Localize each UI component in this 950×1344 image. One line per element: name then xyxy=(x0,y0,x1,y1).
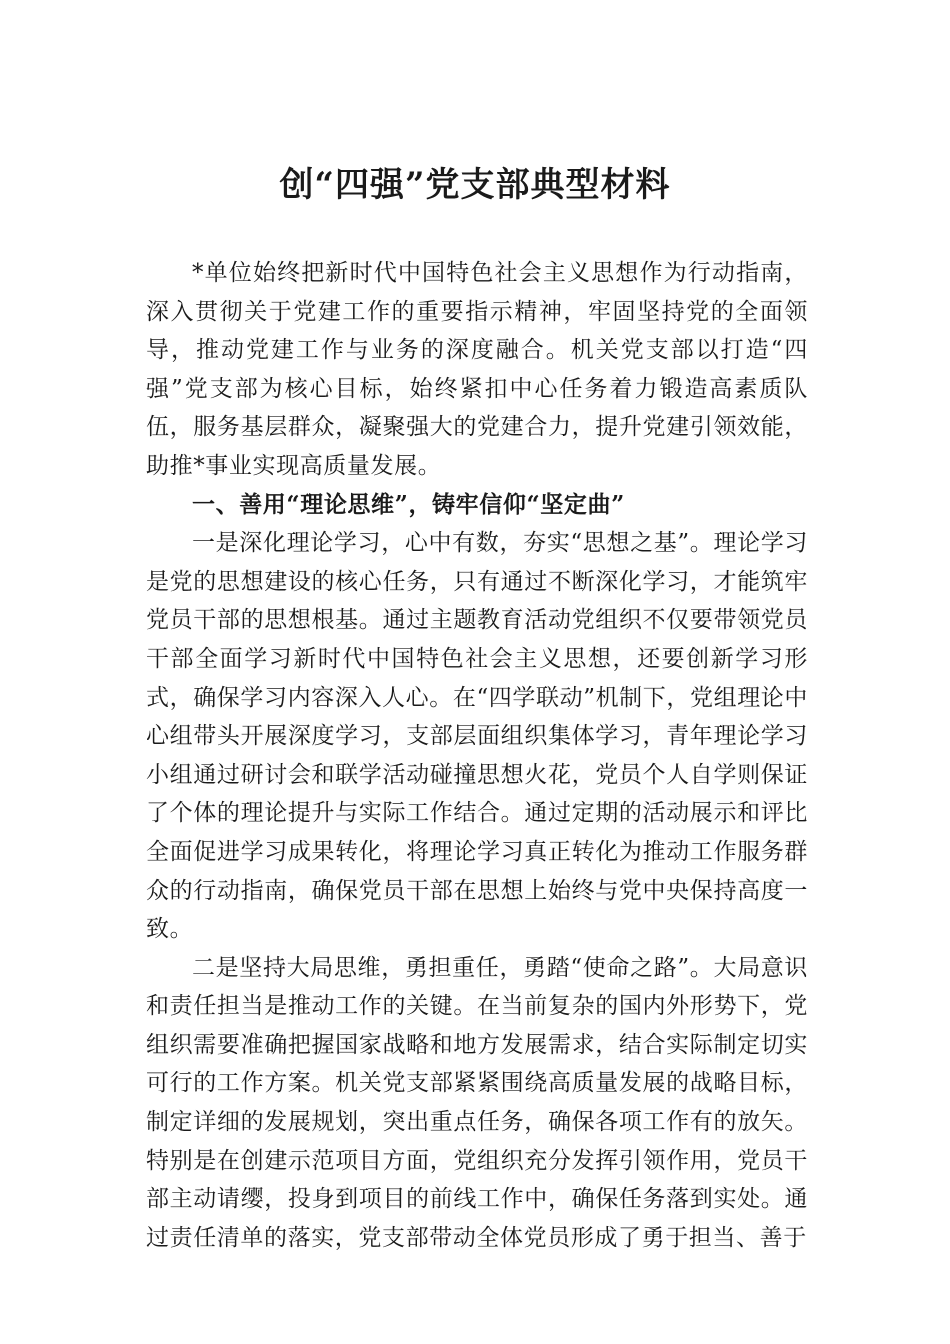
paragraph-1: 一是深化理论学习，心中有数，夯实“思想之基”。理论学习是党的思想建设的核心任务，只有通过不断深化学习，才能筑牢党员干部的思想根基。通过主题教育活动党组织不仅要带领党员干部全面学习新时代中国特色社会主义思想，还要创新学习形式，确保学习内容深入人心。在“四学联动”机制下，党组理论中心组带头开展深度学习，支部层面组织集体学习，青年理论学习小组通过研讨会和联学活动碰撞思想火花，党员个人自学则保证了个体的理论提升与实际工作结合。通过定期的活动展示和评比全面促进学习成果转化，将理论学习真正转化为推动工作服务群众的行动指南，确保党员干部在思想上始终与党中央保持高度一致。 xyxy=(146,530,808,943)
intro-paragraph: *单位始终把新时代中国特色社会主义思想作为行动指南，深入贯彻关于党建工作的重要指示精神，牢固坚持党的全面领导，推动党建工作与业务的深度融合。机关党支部以打造“四强”党支部为核心目标，始终紧扣中心任务着力锻造高素质队伍，服务基层群众，凝聚强大的党建合力，提升党建引领效能，助推*事业实现高质量发展。 xyxy=(146,260,808,479)
document-body xyxy=(146,254,808,1257)
section-heading-1: 一、善用“理论思维”，铸牢信仰“坚定曲” xyxy=(192,490,625,518)
paragraph-2: 二是坚持大局思维，勇担重任，勇踏“使命之路”。大局意识和责任担当是推动工作的关键。在当前复杂的国内外形势下，党组织需要准确把握国家战略和地方发展需求，结合实际制定切实可行的工作方案。机关党支部紧紧围绕高质量发展的战略目标，制定详细的发展规划，突出重点任务，确保各项工作有的放矢。特别是在创建示范项目方面，党组织充分发挥引领作用，党员干部主动请缨，投身到项目的前线工作中，确保任务落到实处。通过责任清单的落实，党支部带动全体党员形成了勇于担当、善于 xyxy=(146,954,808,1251)
document-title: 创“四强”党支部典型材料 xyxy=(279,165,671,205)
